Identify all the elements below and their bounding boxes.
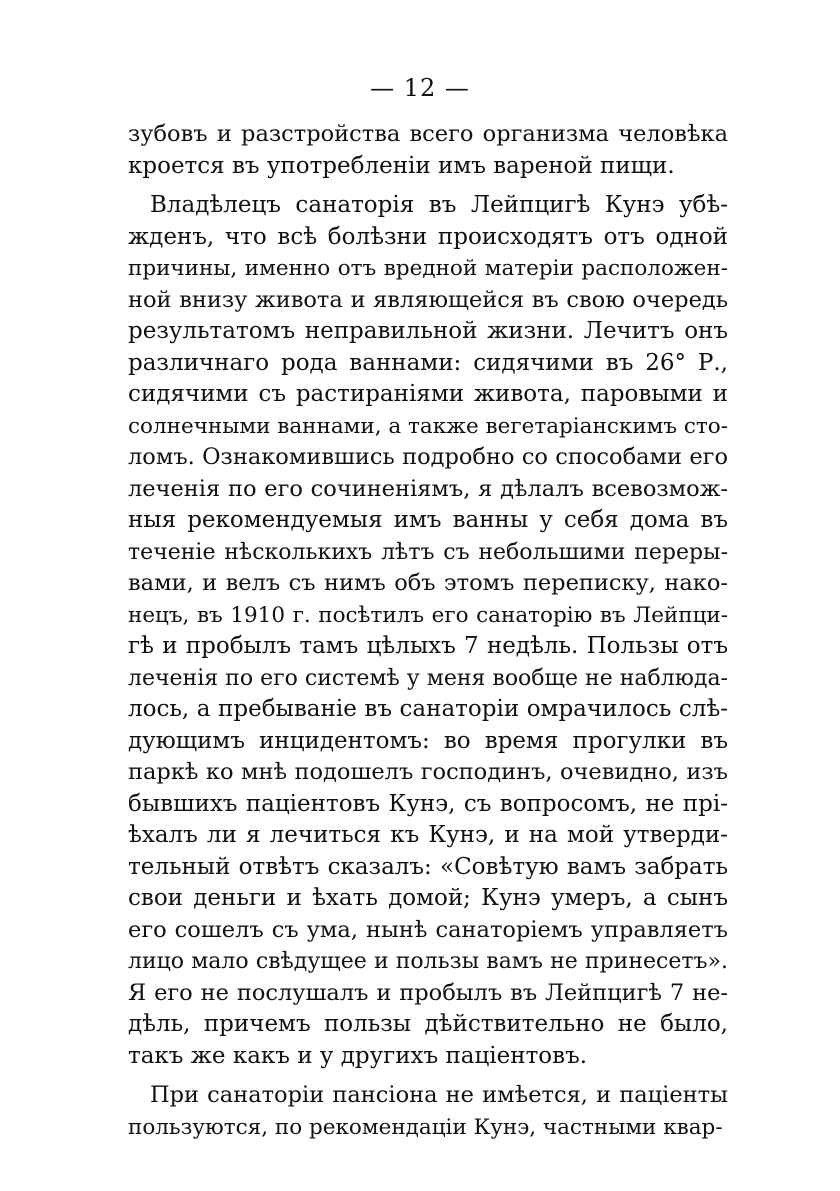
text-line: дѣль, причемъ пользы дѣйствительно не было, (128, 1011, 728, 1037)
text-line: Владѣлецъ санаторія въ Лейпцигѣ Кунэ убѣ- (150, 192, 728, 218)
text-line: бывшихъ паціентовъ Кунэ, съ вопросомъ, не прі- (128, 790, 728, 817)
paragraph (128, 119, 728, 182)
text-line: Я его не послушалъ и пробылъ въ Лейпцигѣ 7 не- (128, 979, 728, 1006)
text-line: леченія по его системѣ у меня вообще не наблюда- (128, 665, 728, 691)
text-line: дующимъ инцидентомъ: во время прогулки въ (128, 727, 728, 754)
text-line: лось, а пребываніе въ санаторіи омрачилось слѣ- (128, 696, 728, 722)
text-line: жденъ, что всѣ болѣзни происходятъ отъ одной (128, 223, 728, 250)
text-line: гѣ и пробылъ тамъ цѣлыхъ 7 недѣль. Пользы отъ (128, 633, 728, 659)
text-line: леченія по его сочиненіямъ, я дѣлалъ всевозмож- (128, 475, 728, 502)
text-line: вами, и велъ съ нимъ объ этомъ переписку, нако- (128, 570, 728, 596)
text-line: пользуются, по рекомендаціи Кунэ, частными квар- (128, 1114, 723, 1140)
text-line: свои деньги и ѣхать домой; Кунэ умеръ, а сынъ (128, 885, 728, 911)
text-line: результатомъ неправильной жизни. Лечитъ онъ (128, 318, 728, 344)
text-line: его сошелъ съ ума, нынѣ санаторіемъ управляетъ (128, 916, 728, 943)
paragraph (128, 1080, 728, 1143)
text-line: ныя рекомендуемыя имъ ванны у себя дома въ (128, 507, 728, 533)
text-line: причины, именно отъ вредной матеріи расположен- (128, 256, 728, 281)
text-line: зубовъ и разстройства всего организма человѣка (128, 121, 728, 147)
text-line: При санаторіи пансіона не имѣется, и паціенты (150, 1082, 728, 1108)
text-line: ѣхалъ ли я лечиться къ Кунэ, и на мой утверди- (128, 822, 728, 848)
text-line: солнечными ваннами, а также вегетаріанскимъ сто- (128, 413, 729, 439)
text-line: тельный отвѣтъ сказалъ: «Совѣтую вамъ забрать (128, 853, 728, 880)
page-number: — 12 — (370, 74, 470, 102)
text-line: теченіе нѣсколькихъ лѣтъ съ небольшими переры- (128, 539, 728, 565)
text-line: нецъ, въ 1910 г. посѣтилъ его санаторію въ Лейпци- (128, 602, 728, 628)
text-line: ной внизу живота и являющейся въ свою очередь (128, 286, 728, 313)
paragraph-gap (128, 182, 728, 190)
paragraph (128, 190, 728, 1072)
body-text (128, 119, 728, 1143)
text-line: различнаго рода ваннами: сидячими въ 26° Р., (128, 349, 728, 376)
text-line: кроется въ употребленіи имъ вареной пищи. (128, 152, 675, 179)
text-line: ломъ. Ознакомившись подробно со способами его (128, 444, 728, 470)
text-line: лицо мало свѣдущее и пользы вамъ не принесетъ». (128, 949, 728, 974)
text-line: паркѣ ко мнѣ подошелъ господинъ, очевидно, изъ (128, 759, 728, 785)
text-line: такъ же какъ и у другихъ паціентовъ. (128, 1042, 588, 1069)
text-line: сидячими съ растираніями живота, паровыми и (128, 381, 728, 407)
paragraph-gap (128, 1072, 728, 1080)
